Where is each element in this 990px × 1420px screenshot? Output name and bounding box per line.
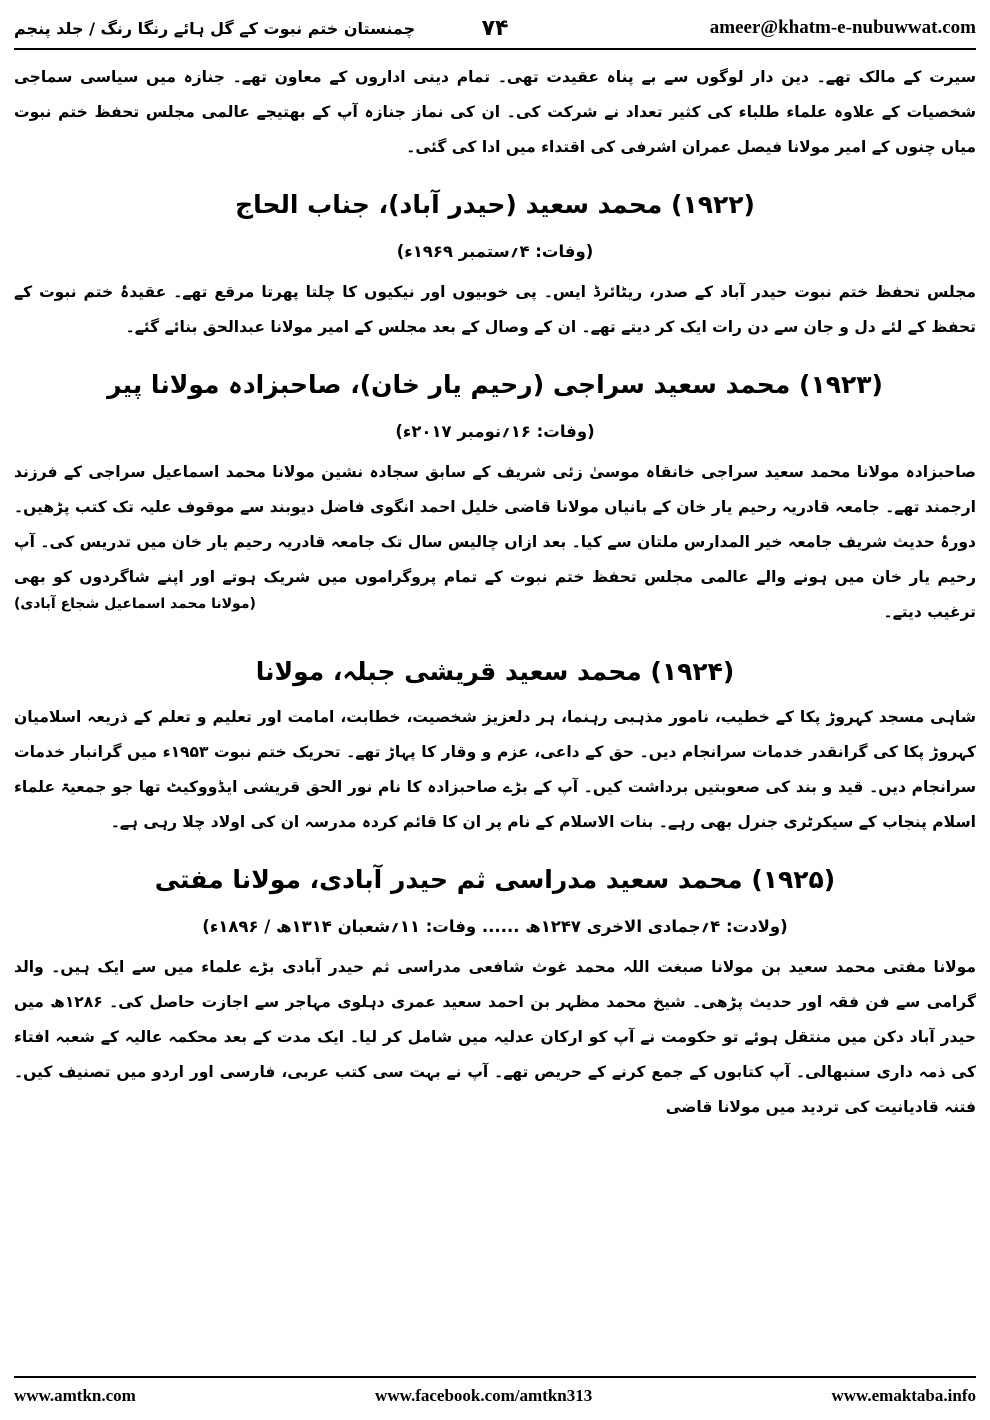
entry-citation: (مولانا محمد اسماعیل شجاع آبادی) [14, 596, 256, 612]
entry-paragraph: صاحبزادہ مولانا محمد سعید سراجی خانقاہ موسیٰ زئی شریف کے سابق سجادہ نشین مولانا محمد اسماعیل سراجی کے فرزند ارجمند تھے۔ جامعہ قادریہ رحیم یار خان کے بانیاں مولانا قاضی خلیل احمد انگوی فاضل دیوبند سے موقوف علیہ تک کتب پڑھیں۔ دورۂ حدیث شریف جامعہ خیر المدارس ملتان سے کیا۔ بعد ازاں چالیس سال تک جامعہ قادریہ رحیم یار خان میں تدریس کی۔ آپ رحیم یار خان میں ہونے والے عالمی مجلس تحفظ ختم نبوت کے تمام پروگراموں میں شریک ہوتے اور اپنے شاگردوں کو بھی ترغیب دیتے۔ [14, 463, 976, 621]
entry-dates: (وفات: ۴؍ستمبر ۱۹۶۹ء) [396, 242, 594, 261]
entry-dates: (ولادت: ۴؍جمادی الاخری ۱۲۴۷ھ ...... وفات: ۱۱؍شعبان ۱۳۱۴ھ / ۱۸۹۶ء) [202, 917, 788, 936]
entry-title: (۱۹۲۲) محمد سعید (حیدر آباد)، جناب الحاج [235, 190, 755, 219]
header-email[interactable]: ameer@khatm-e-nubuwwat.com [709, 17, 976, 38]
page-content [14, 60, 976, 1380]
intro-paragraph: سیرت کے مالک تھے۔ دین دار لوگوں سے بے پناہ عقیدت تھی۔ تمام دینی اداروں کے معاون تھے۔ جنازہ میں سیاسی سماجی شخصیات کے علاوہ علماء طلباء کی کثیر تعداد نے شرکت کی۔ ان کی نماز جنازہ آپ کے بھتیجے عالمی مجلس تحفظ ختم نبوت میاں چنوں کے امیر مولانا فیصل عمران اشرفی کی اقتداء میں ادا کی گئی۔ [14, 68, 976, 156]
entry-1924 [14, 644, 976, 840]
entry-1925 [14, 852, 976, 1125]
entry-title: (۱۹۲۵) محمد سعید مدراسی ثم حیدر آبادی، مولانا مفتی [154, 865, 836, 894]
entry-paragraph: مجلس تحفظ ختم نبوت حیدر آباد کے صدر، ریٹائرڈ ایس۔ پی خوبیوں اور نیکیوں کا چلتا پھرتا مرقع تھے۔ عقیدۂ ختم نبوت کے تحفظ کے لئے دل و جان سے دن رات ایک کر دیتے تھے۔ ان کے وصال کے بعد مجلس کے امیر مولانا عبدالحق بنائے گئے۔ [14, 283, 976, 336]
page-header [14, 8, 976, 50]
entry-title: (۱۹۲۳) محمد سعید سراجی (رحیم یار خان)، صاحبزادہ مولانا پیر [107, 370, 883, 399]
citation-line [14, 596, 976, 632]
footer-right-link[interactable]: www.emaktaba.info [831, 1386, 976, 1405]
footer-center-link[interactable]: www.facebook.com/amtkn313 [375, 1386, 593, 1405]
entry-dates: (وفات: ۱۶؍نومبر ۲۰۱۷ء) [395, 422, 595, 441]
entry-paragraph: مولانا مفتی محمد سعید بن مولانا صبغت اللہ محمد غوث شافعی مدراسی ثم حیدر آبادی بڑے علماء میں سے ایک ہیں۔ والد گرامی سے فن فقہ اور حدیث پڑھی۔ شیخ محمد مظہر بن احمد سعید عمری دہلوی مہاجر سے اجازت حاصل کی۔ ۱۲۸۶ھ میں حیدر آباد دکن میں منتقل ہوئے تو حکومت نے آپ کو ارکان عدلیہ میں شامل کر لیا۔ ایک مدت کے بعد محکمہ عالیہ کے شعبہ افتاء کی ذمہ داری سنبھالی۔ آپ کتابوں کے جمع کرنے کے حریص تھے۔ آپ نے بہت سی کتب عربی، فارسی اور اردو میں تصنیف کیں۔ فتنہ قادیانیت کی تردید میں مولانا قاضی [14, 958, 976, 1116]
entry-1922 [14, 177, 976, 345]
entry-title: (۱۹۲۴) محمد سعید قریشی جبلہ، مولانا [255, 657, 735, 686]
page-number: ۷۴ [481, 15, 509, 41]
entry-paragraph: شاہی مسجد کہروڑ پکا کے خطیب، نامور مذہبی رہنما، ہر دلعزیز شخصیت، خطابت، امامت اور تعلیم و تعلم کے ذریعہ اسلامیان کہروڑ پکا کی گرانقدر خدمات سرانجام دیں۔ حق کے داعی، عزم و وقار کا پہاڑ تھے۔ تحریک ختم نبوت ۱۹۵۳ء میں گرانبار خدمات سرانجام دیں۔ قید و بند کی صعوبتیں برداشت کیں۔ آپ کے بڑے صاحبزادہ کا نام نور الحق قریشی ایڈووکیٹ تھا جو جمعیۃ علماء اسلام پنجاب کے سیکرٹری جنرل بھی رہے۔ بنات الاسلام کے نام پر ان کا قائم کردہ مدرسہ ان کی اولاد چلا رہی ہے۔ [14, 708, 976, 831]
footer-left-link[interactable]: www.amtkn.com [14, 1386, 136, 1405]
entry-1923 [14, 357, 976, 632]
page-footer [14, 1376, 976, 1414]
book-title: چمنستان ختم نبوت کے گل ہائے رنگا رنگ / جلد پنجم [14, 18, 416, 38]
